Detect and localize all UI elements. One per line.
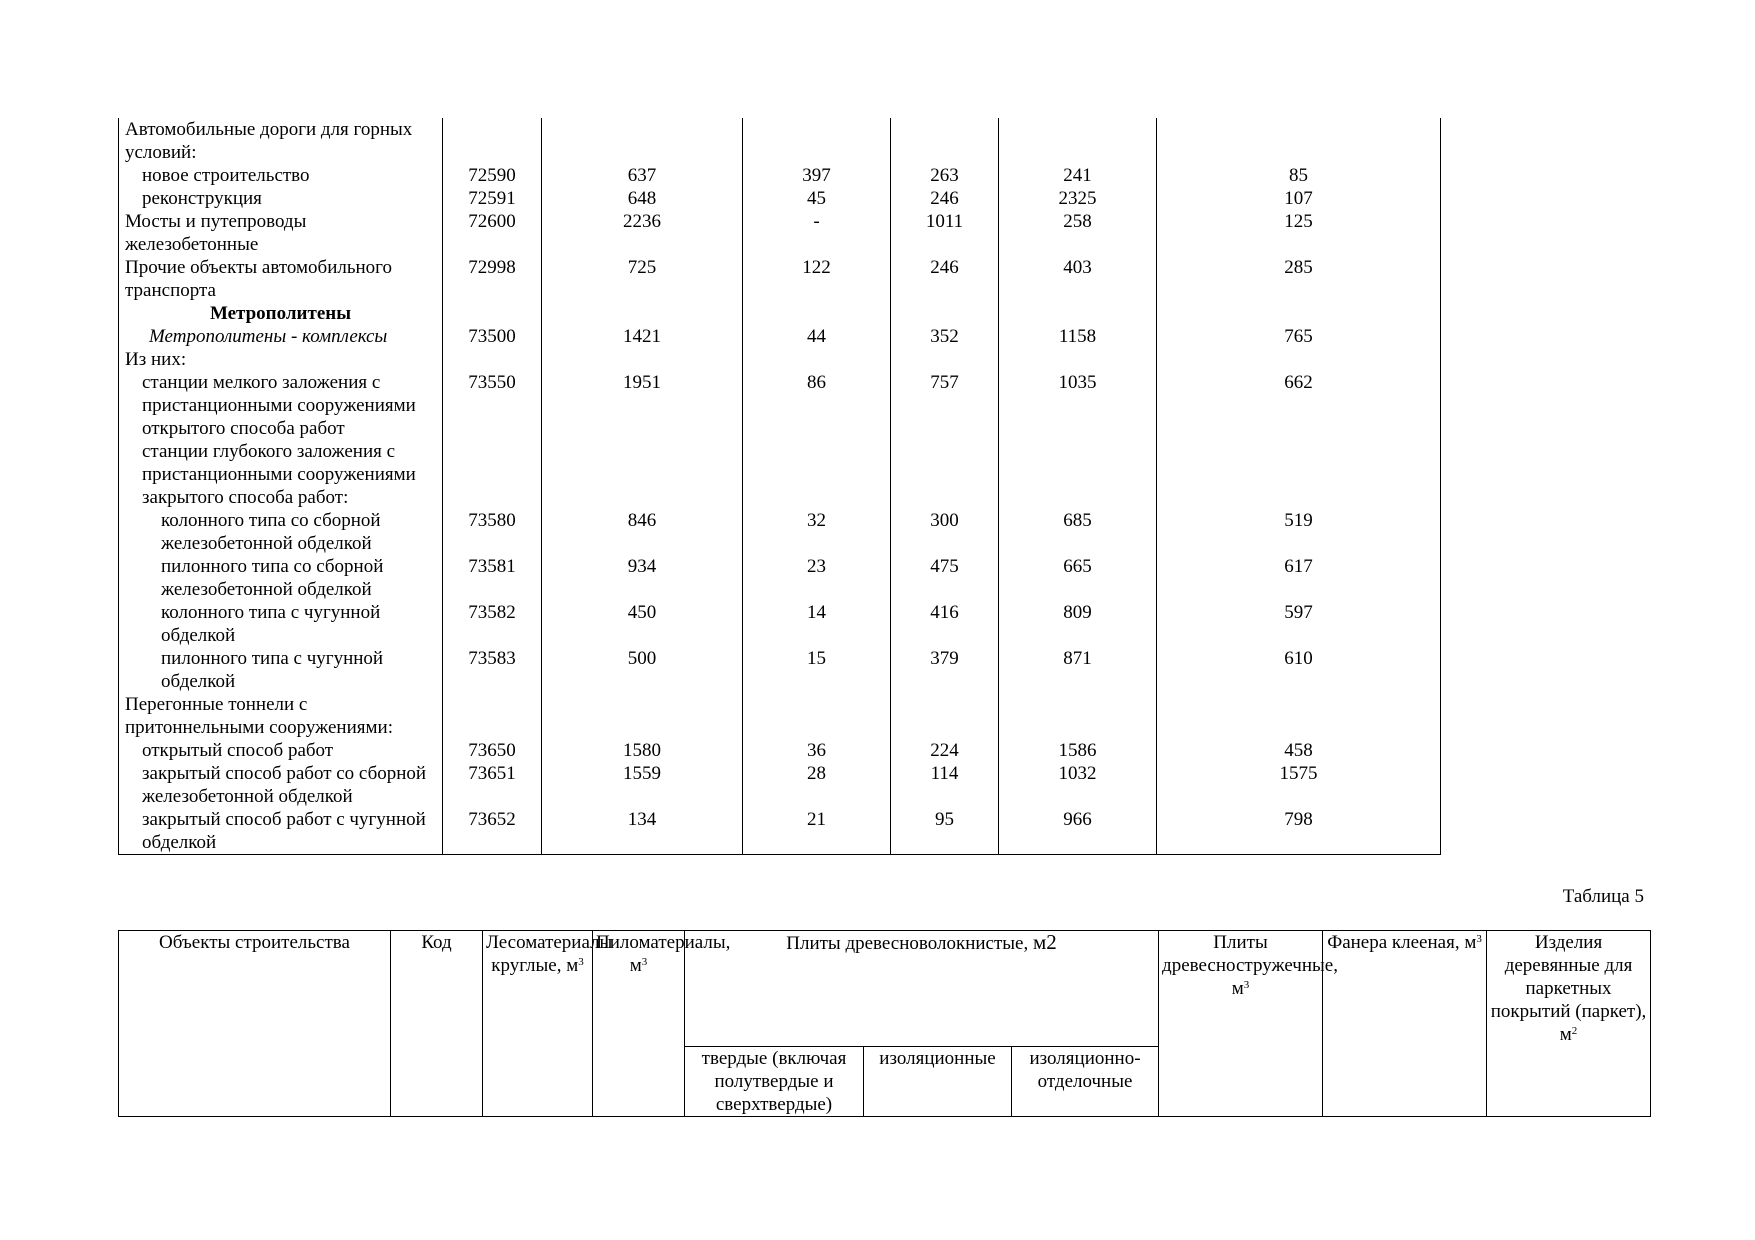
header-code: Код xyxy=(391,931,483,1117)
row-value xyxy=(1157,302,1441,325)
table-row xyxy=(119,348,1441,371)
row-value: 798 xyxy=(1157,808,1441,855)
row-value: 95 xyxy=(891,808,999,855)
row-value xyxy=(1157,348,1441,371)
row-value: 685 xyxy=(999,509,1157,555)
row-value xyxy=(891,693,999,739)
row-code: 73583 xyxy=(443,647,542,693)
row-code: 73582 xyxy=(443,601,542,647)
header-objects: Объекты строительства xyxy=(119,931,391,1117)
table-caption: Таблица 5 xyxy=(1562,886,1644,907)
row-value: 617 xyxy=(1157,555,1441,601)
row-value xyxy=(743,440,891,509)
row-value xyxy=(542,302,743,325)
row-label: Прочие объекты автомобильного транспорта xyxy=(119,256,443,302)
table-row xyxy=(119,739,1441,762)
row-label: пилонного типа с чугунной обделкой xyxy=(119,647,443,693)
table-row xyxy=(119,118,1441,164)
row-value: 86 xyxy=(743,371,891,440)
row-value: 1421 xyxy=(542,325,743,348)
row-value: 500 xyxy=(542,647,743,693)
table-row xyxy=(119,693,1441,739)
row-value xyxy=(999,302,1157,325)
row-label: закрытый способ работ со сборной железобетонной обделкой xyxy=(119,762,443,808)
row-value xyxy=(999,693,1157,739)
table-row xyxy=(119,371,1441,440)
row-value: 610 xyxy=(1157,647,1441,693)
row-value: 224 xyxy=(891,739,999,762)
row-code xyxy=(443,302,542,325)
row-value: 397 xyxy=(743,164,891,187)
row-value: 1158 xyxy=(999,325,1157,348)
row-code: 72998 xyxy=(443,256,542,302)
row-code: 73500 xyxy=(443,325,542,348)
row-value: 475 xyxy=(891,555,999,601)
table-row xyxy=(119,440,1441,509)
row-label: закрытый способ работ с чугунной обделкой xyxy=(119,808,443,855)
header-fiberboard-hard: твердые (включая полутвердые и сверхтвердые) xyxy=(685,1047,864,1117)
row-code: 73650 xyxy=(443,739,542,762)
row-value xyxy=(743,693,891,739)
row-label: станции мелкого заложения с пристанционными сооружениями открытого способа работ xyxy=(119,371,443,440)
row-value xyxy=(999,118,1157,164)
table-row xyxy=(119,647,1441,693)
row-value xyxy=(891,118,999,164)
row-code xyxy=(443,348,542,371)
row-value: 28 xyxy=(743,762,891,808)
table-row xyxy=(119,762,1441,808)
row-value: 134 xyxy=(542,808,743,855)
row-value xyxy=(542,348,743,371)
row-value xyxy=(743,302,891,325)
row-value: - xyxy=(743,210,891,256)
row-value: 14 xyxy=(743,601,891,647)
row-value xyxy=(999,348,1157,371)
row-value: 107 xyxy=(1157,187,1441,210)
row-value xyxy=(891,348,999,371)
row-value xyxy=(542,440,743,509)
row-label: новое строительство xyxy=(119,164,443,187)
row-value: 725 xyxy=(542,256,743,302)
table-row xyxy=(119,555,1441,601)
row-value: 846 xyxy=(542,509,743,555)
header-fiberboard-insulating: изоляционные xyxy=(864,1047,1012,1117)
row-value: 1580 xyxy=(542,739,743,762)
row-label: реконструкция xyxy=(119,187,443,210)
row-code: 72591 xyxy=(443,187,542,210)
row-code: 73652 xyxy=(443,808,542,855)
row-code xyxy=(443,118,542,164)
row-code: 73550 xyxy=(443,371,542,440)
row-code: 73651 xyxy=(443,762,542,808)
row-value: 1035 xyxy=(999,371,1157,440)
row-value: 648 xyxy=(542,187,743,210)
header-fiberboard: Плиты древесноволокнистые, м2 xyxy=(685,931,1159,1047)
row-label: станции глубокого заложения с пристанционными сооружениями закрытого способа работ: xyxy=(119,440,443,509)
row-value: 597 xyxy=(1157,601,1441,647)
row-code: 72600 xyxy=(443,210,542,256)
table-row xyxy=(119,325,1441,348)
row-value: 809 xyxy=(999,601,1157,647)
row-value xyxy=(891,440,999,509)
header-sawn-timber: Пиломатериалы, $м^3$ xyxy=(593,931,685,1117)
row-value xyxy=(891,302,999,325)
row-label: Метрополитены - комплексы xyxy=(119,325,443,348)
row-value: 2325 xyxy=(999,187,1157,210)
row-value: 44 xyxy=(743,325,891,348)
row-value: 122 xyxy=(743,256,891,302)
row-value: 662 xyxy=(1157,371,1441,440)
row-value: 637 xyxy=(542,164,743,187)
row-value: 45 xyxy=(743,187,891,210)
row-value: 458 xyxy=(1157,739,1441,762)
row-value: 1586 xyxy=(999,739,1157,762)
header-particleboard: Плиты древесностружечные, $м^3$ xyxy=(1159,931,1323,1117)
table-row xyxy=(119,601,1441,647)
row-value: 450 xyxy=(542,601,743,647)
row-code: 73581 xyxy=(443,555,542,601)
row-value: 114 xyxy=(891,762,999,808)
row-value: 125 xyxy=(1157,210,1441,256)
row-value xyxy=(999,440,1157,509)
row-value: 1032 xyxy=(999,762,1157,808)
row-code: 73580 xyxy=(443,509,542,555)
table-row xyxy=(119,302,1441,325)
row-label: открытый способ работ xyxy=(119,739,443,762)
header-plywood: Фанера клееная, $м^3$ xyxy=(1323,931,1487,1117)
row-value: 519 xyxy=(1157,509,1441,555)
row-value: 32 xyxy=(743,509,891,555)
row-value: 871 xyxy=(999,647,1157,693)
row-value: 85 xyxy=(1157,164,1441,187)
row-value xyxy=(743,118,891,164)
row-value: 757 xyxy=(891,371,999,440)
row-value: 1559 xyxy=(542,762,743,808)
row-value: 1011 xyxy=(891,210,999,256)
row-label: пилонного типа со сборной железобетонной обделкой xyxy=(119,555,443,601)
row-label: Мосты и путепроводы железобетонные xyxy=(119,210,443,256)
row-value: 966 xyxy=(999,808,1157,855)
row-label: Из них: xyxy=(119,348,443,371)
table-row xyxy=(119,808,1441,855)
row-value: 15 xyxy=(743,647,891,693)
row-value: 23 xyxy=(743,555,891,601)
row-value: 416 xyxy=(891,601,999,647)
row-code xyxy=(443,440,542,509)
row-label: Перегонные тоннели с притоннельными сооружениями: xyxy=(119,693,443,739)
row-label: Метрополитены xyxy=(119,302,443,325)
row-value: 379 xyxy=(891,647,999,693)
continued-table xyxy=(118,118,1441,855)
row-value: 934 xyxy=(542,555,743,601)
table-row xyxy=(119,164,1441,187)
row-value xyxy=(743,348,891,371)
table-5-header xyxy=(118,930,1651,1117)
row-code: 72590 xyxy=(443,164,542,187)
row-value: 36 xyxy=(743,739,891,762)
row-value xyxy=(542,693,743,739)
row-value: 352 xyxy=(891,325,999,348)
row-label: колонного типа со сборной железобетонной обделкой xyxy=(119,509,443,555)
row-value xyxy=(542,118,743,164)
row-value: 241 xyxy=(999,164,1157,187)
row-value: 403 xyxy=(999,256,1157,302)
row-value xyxy=(1157,693,1441,739)
table-row xyxy=(119,210,1441,256)
row-value: 300 xyxy=(891,509,999,555)
table-row xyxy=(119,187,1441,210)
row-code xyxy=(443,693,542,739)
row-value: 285 xyxy=(1157,256,1441,302)
row-value: 258 xyxy=(999,210,1157,256)
header-parquet: Изделия деревянные для паркетных покрытий (паркет), $м^2$ xyxy=(1487,931,1651,1117)
header-fiberboard-finishing: изоляционно-отделочные xyxy=(1012,1047,1159,1117)
row-value: 765 xyxy=(1157,325,1441,348)
row-value: 1575 xyxy=(1157,762,1441,808)
row-value: 1951 xyxy=(542,371,743,440)
row-value: 21 xyxy=(743,808,891,855)
row-value: 246 xyxy=(891,256,999,302)
row-label: Автомобильные дороги для горных условий: xyxy=(119,118,443,164)
table-row xyxy=(119,256,1441,302)
row-label: колонного типа с чугунной обделкой xyxy=(119,601,443,647)
row-value: 665 xyxy=(999,555,1157,601)
table-row xyxy=(119,509,1441,555)
row-value: 246 xyxy=(891,187,999,210)
header-round-timber: Лесоматериалы круглые, $м^3$ xyxy=(483,931,593,1117)
row-value: 263 xyxy=(891,164,999,187)
row-value xyxy=(1157,118,1441,164)
row-value: 2236 xyxy=(542,210,743,256)
row-value xyxy=(1157,440,1441,509)
